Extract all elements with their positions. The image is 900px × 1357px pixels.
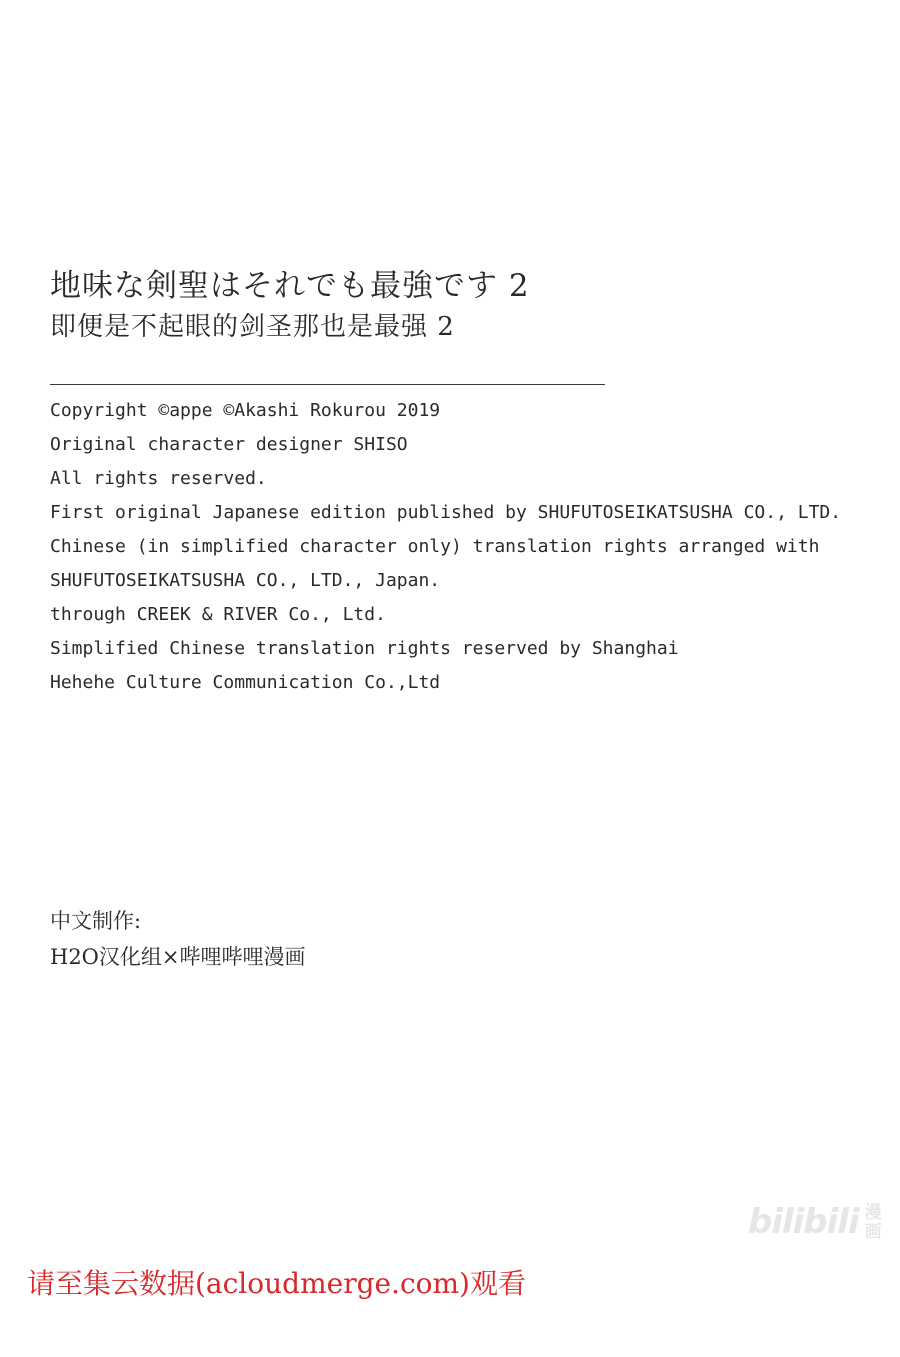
copyright-line: Simplified Chinese translation rights reserved by Shanghai bbox=[50, 638, 679, 659]
copyright-line: Chinese (in simplified character only) translation rights arranged with bbox=[50, 536, 820, 557]
copyright-line: through CREEK & RIVER Co., Ltd. bbox=[50, 604, 386, 625]
footer-source-link[interactable]: 请至集云数据(acloudmerge.com)观看 bbox=[27, 1267, 526, 1300]
bilibili-manga-watermark-logo bbox=[748, 1202, 882, 1242]
title-japanese: 地味な剣聖はそれでも最強です 2 bbox=[50, 268, 530, 304]
copyright-line: Hehehe Culture Communication Co.,Ltd bbox=[50, 672, 441, 693]
watermark-char-top: 漫 bbox=[864, 1203, 882, 1223]
title-chinese: 即便是不起眼的剑圣那也是最强 2 bbox=[50, 312, 455, 342]
copyright-block bbox=[50, 394, 890, 700]
watermark-word: bilibili bbox=[748, 1202, 859, 1242]
credits-block bbox=[50, 903, 306, 975]
watermark-char-bottom: 画 bbox=[864, 1222, 882, 1242]
copyright-line: All rights reserved. bbox=[50, 468, 267, 489]
copyright-line: SHUFUTOSEIKATSUSHA CO., LTD., Japan. bbox=[50, 570, 441, 591]
copyright-line: First original Japanese edition published by SHUFUTOSEIKATSUSHA CO., LTD. bbox=[50, 502, 842, 523]
credits-team: H2O汉化组×哔哩哔哩漫画 bbox=[50, 945, 306, 969]
credits-heading: 中文制作: bbox=[50, 909, 142, 933]
watermark-manga-chars bbox=[865, 1204, 882, 1242]
copyright-line: Copyright ©appe ©Akashi Rokurou 2019 bbox=[50, 400, 441, 421]
copyright-line: Original character designer SHISO bbox=[50, 434, 408, 455]
divider-line bbox=[50, 384, 605, 385]
